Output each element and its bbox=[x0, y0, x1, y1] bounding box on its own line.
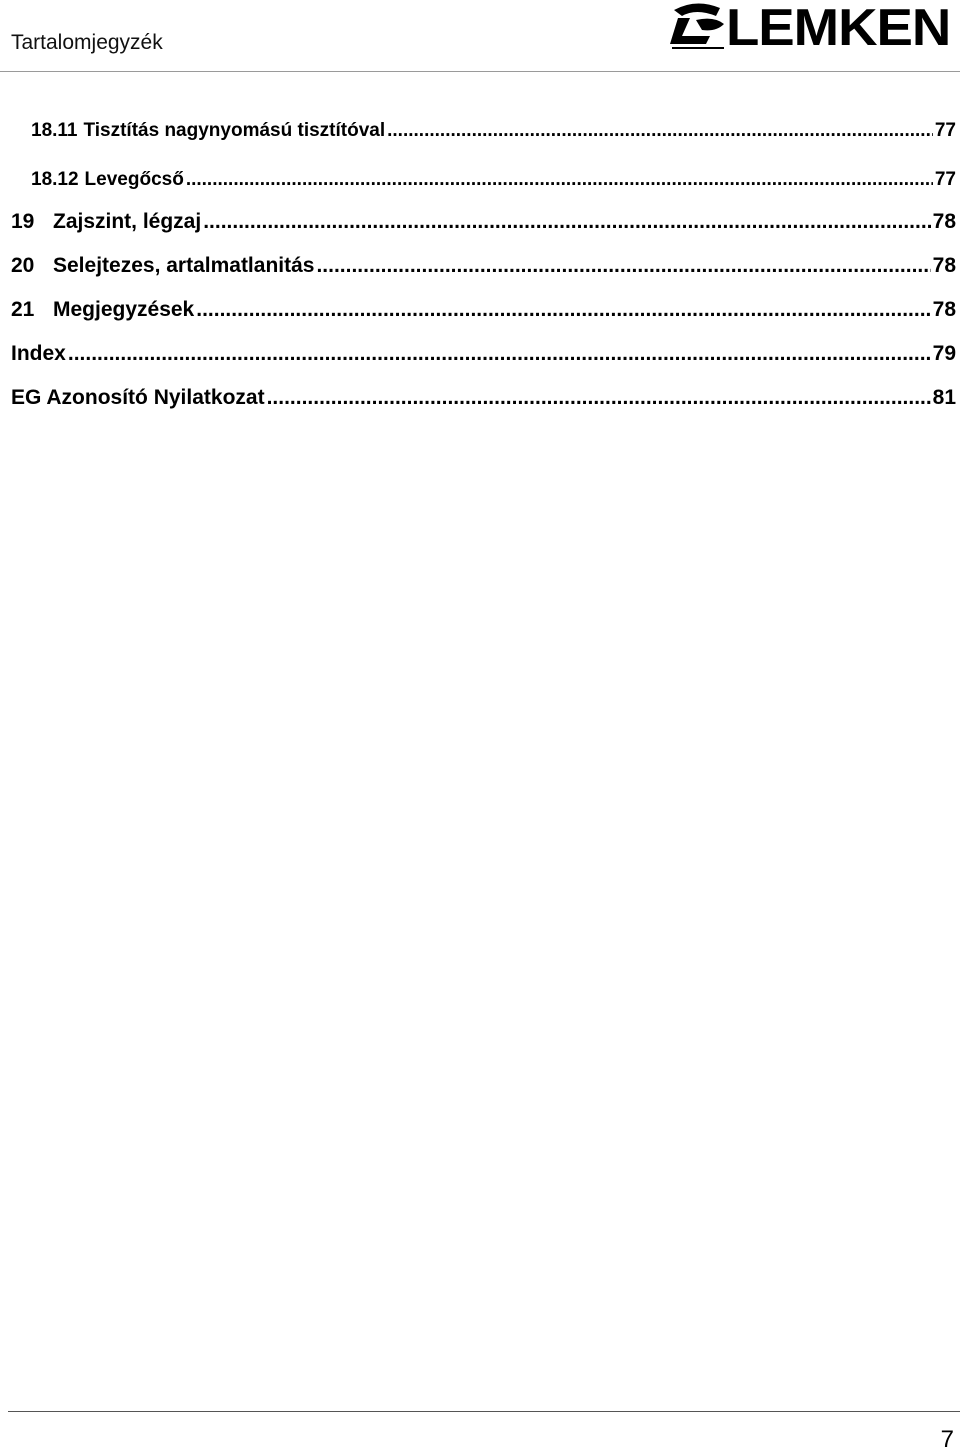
toc-entry-page: 78 bbox=[932, 298, 956, 321]
toc-dot-leader bbox=[316, 254, 930, 278]
toc-entry[interactable] bbox=[11, 210, 956, 234]
toc-entry-title: Tisztítás nagynyomású tisztítóval bbox=[83, 120, 386, 141]
lemken-emblem-icon bbox=[666, 2, 728, 52]
toc-dot-leader bbox=[203, 210, 930, 234]
page-header-title: Tartalomjegyzék bbox=[11, 31, 163, 54]
toc-entry-title: Index bbox=[11, 342, 66, 365]
toc-entry[interactable] bbox=[31, 169, 956, 191]
lemken-logo bbox=[666, 0, 952, 56]
toc-entry-number: 18.11 bbox=[31, 120, 78, 141]
toc-entry-page: 78 bbox=[932, 254, 956, 277]
toc-entry-number: 18.12 bbox=[31, 169, 79, 190]
toc-dot-leader bbox=[387, 120, 933, 142]
toc-entry[interactable] bbox=[31, 120, 956, 142]
toc-entry[interactable] bbox=[11, 342, 956, 366]
toc-entry-title: Levegőcső bbox=[84, 169, 184, 190]
toc-entry-page: 77 bbox=[934, 120, 956, 141]
toc-dot-leader bbox=[196, 298, 930, 322]
toc-entry-title: Selejtezes, artalmatlanitás bbox=[53, 254, 315, 277]
toc-entry[interactable] bbox=[11, 254, 956, 278]
toc-entry-page: 77 bbox=[934, 169, 956, 190]
toc-entry[interactable] bbox=[11, 386, 956, 410]
toc-dot-leader bbox=[68, 342, 931, 366]
toc-entry-title: Megjegyzések bbox=[53, 298, 195, 321]
toc-entry-number: 20 bbox=[11, 254, 35, 277]
footer-divider bbox=[8, 1411, 960, 1412]
toc-entry[interactable] bbox=[11, 298, 956, 322]
toc-entry-page: 78 bbox=[932, 210, 956, 233]
toc-entry-page: 81 bbox=[932, 386, 956, 409]
toc-entry-number: 19 bbox=[11, 210, 35, 233]
toc-entry-page: 79 bbox=[932, 342, 956, 365]
toc-dot-leader bbox=[267, 386, 931, 410]
toc-entry-title: EG Azonosító Nyilatkozat bbox=[11, 386, 265, 409]
logo-wordmark: LEMKEN bbox=[726, 0, 951, 57]
toc-entry-title: Zajszint, légzaj bbox=[53, 210, 202, 233]
header-divider bbox=[0, 71, 960, 72]
toc-dot-leader bbox=[186, 169, 933, 191]
page-number: 7 bbox=[940, 1426, 954, 1453]
toc-entry-number: 21 bbox=[11, 298, 35, 321]
